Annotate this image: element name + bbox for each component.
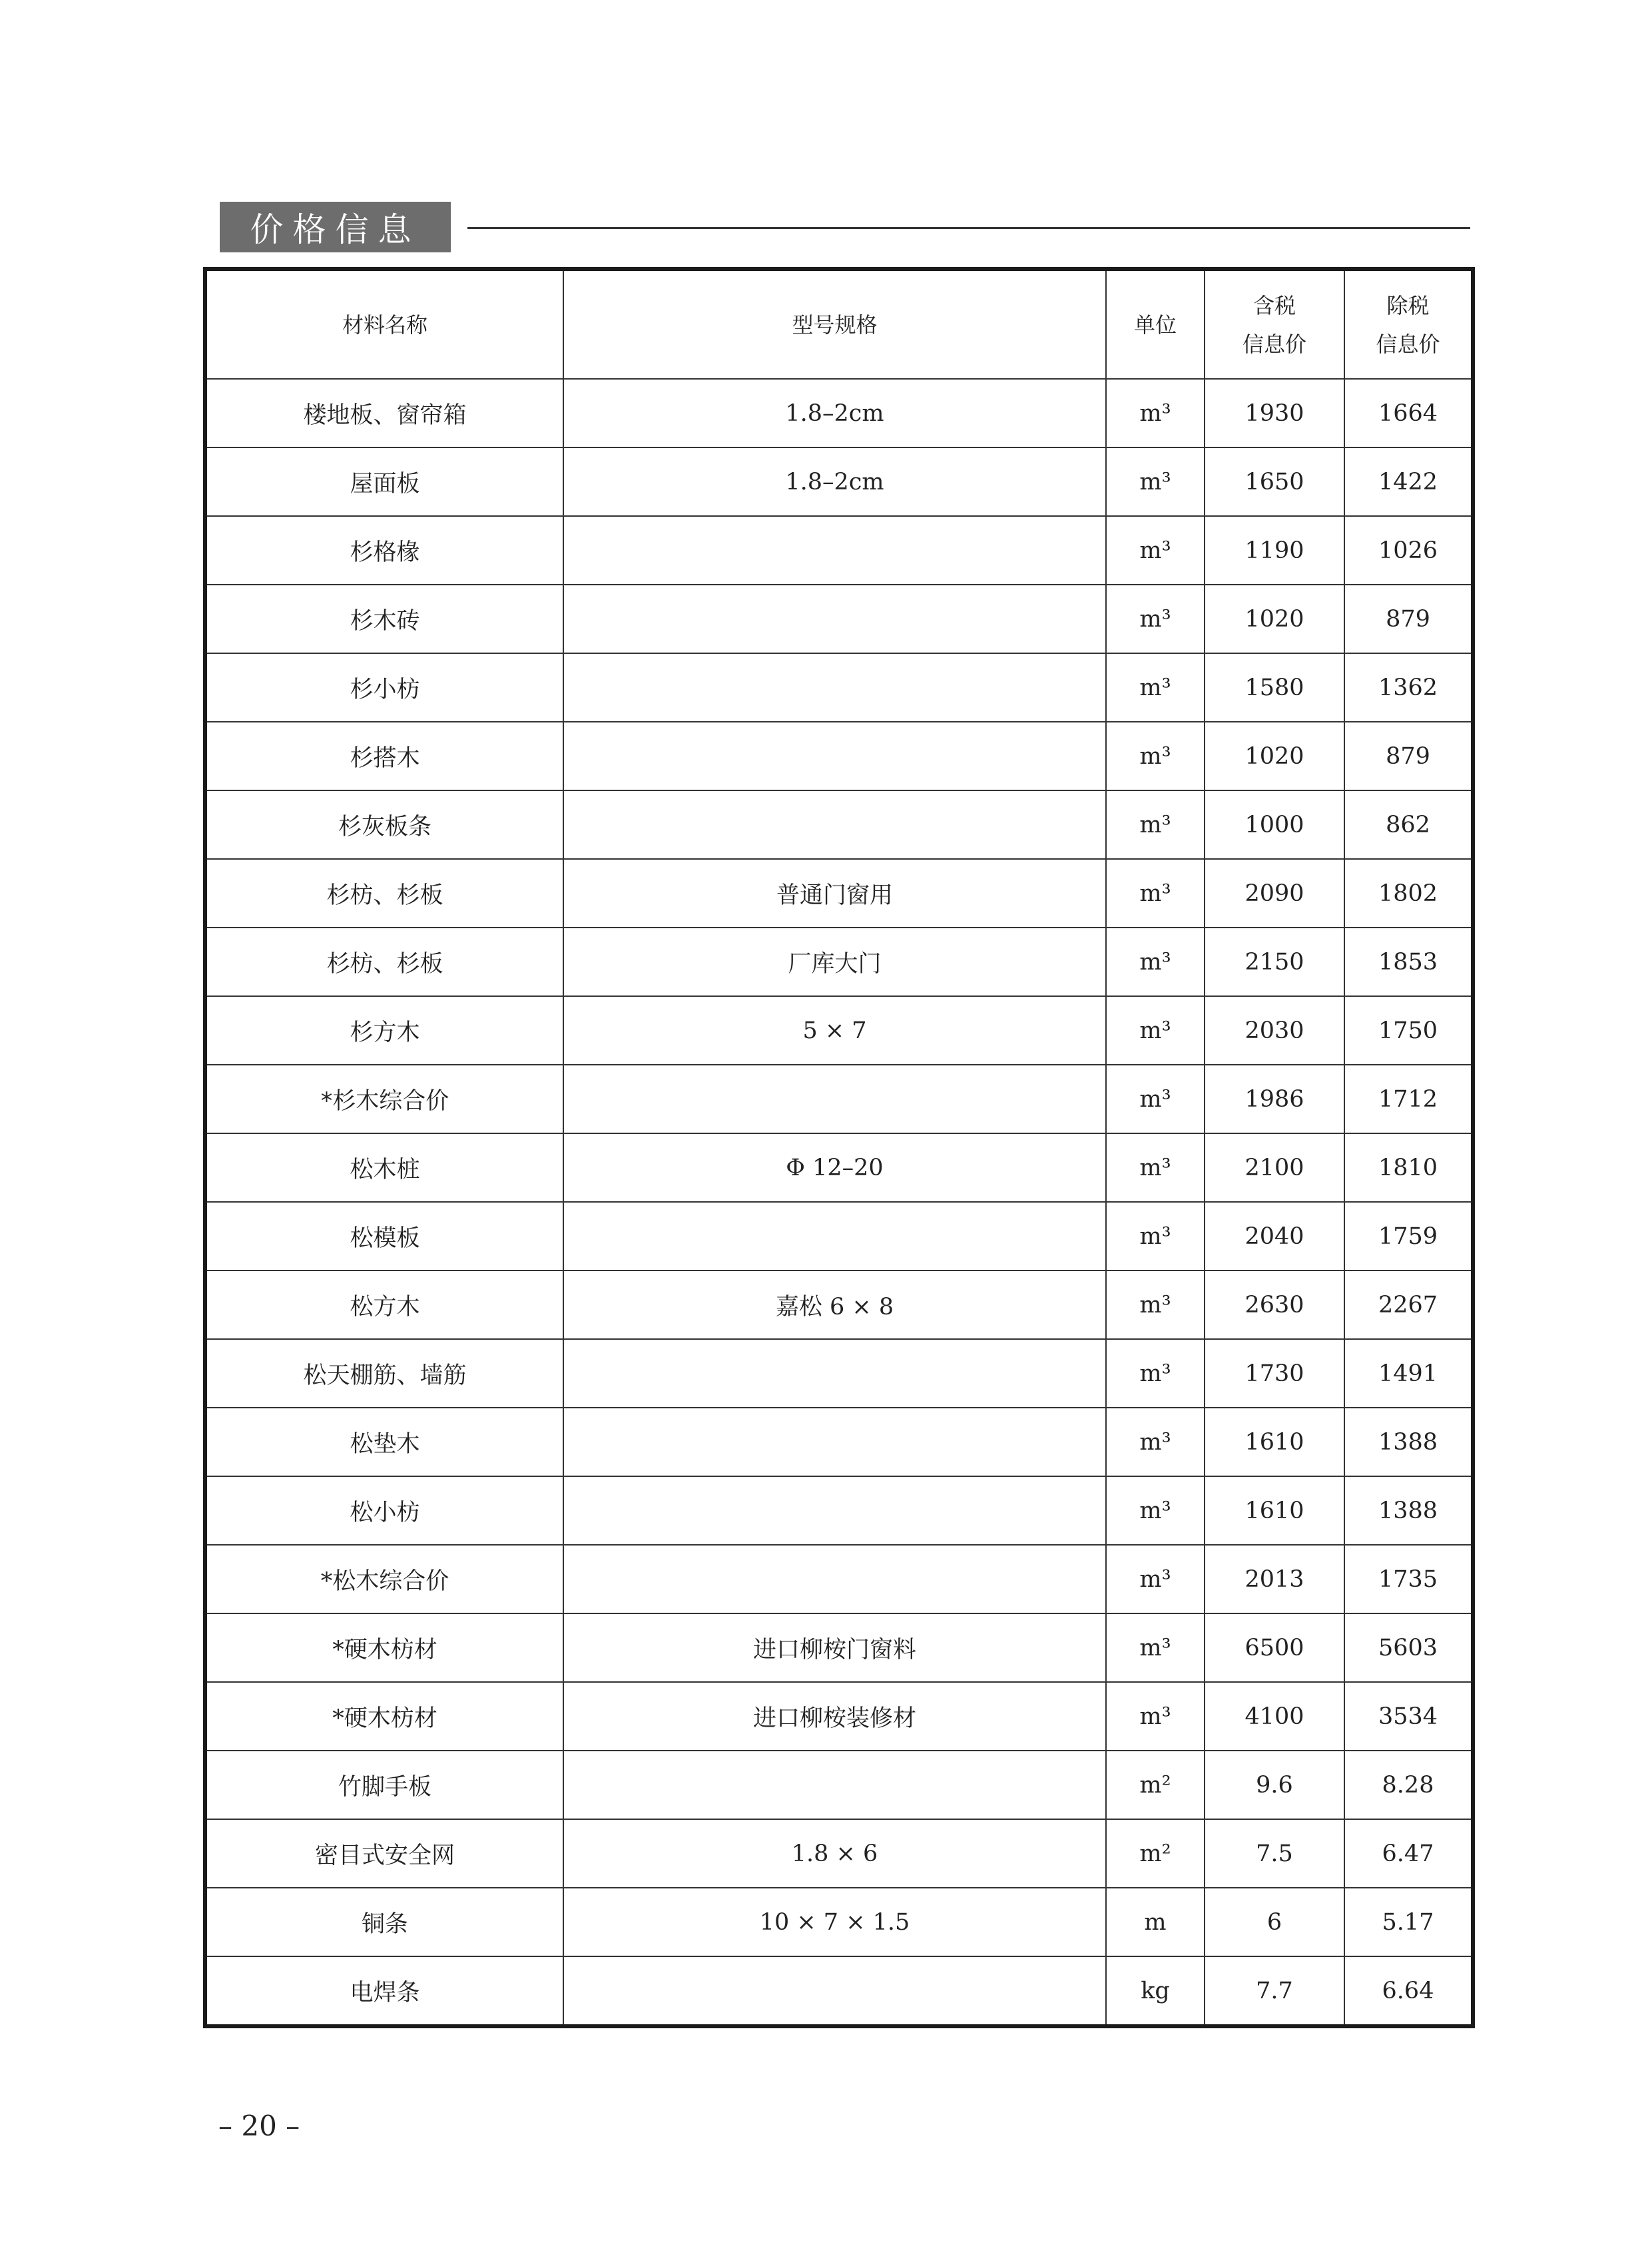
- table-row: [205, 1476, 1473, 1545]
- cell-tax-excluded-price: 8.28: [1344, 1751, 1473, 1819]
- cell-spec: [563, 1956, 1106, 2026]
- cell-tax-included-price: 1610: [1205, 1476, 1344, 1545]
- table-row: [205, 1682, 1473, 1751]
- price-table: [203, 267, 1475, 2028]
- cell-unit: m³: [1106, 722, 1205, 790]
- cell-spec: [563, 516, 1106, 585]
- cell-unit: m³: [1106, 996, 1205, 1065]
- cell-material-name: 杉枋、杉板: [205, 859, 563, 928]
- cell-material-name: 杉小枋: [205, 653, 563, 722]
- cell-tax-excluded-price: 1422: [1344, 447, 1473, 516]
- cell-tax-included-price: 1580: [1205, 653, 1344, 722]
- cell-material-name: 杉灰板条: [205, 790, 563, 859]
- cell-tax-excluded-price: 5603: [1344, 1613, 1473, 1682]
- cell-unit: m³: [1106, 379, 1205, 447]
- cell-tax-excluded-price: 1810: [1344, 1133, 1473, 1202]
- cell-tax-excluded-price: 5.17: [1344, 1888, 1473, 1956]
- cell-tax-included-price: 1986: [1205, 1065, 1344, 1133]
- cell-material-name: 杉枋、杉板: [205, 928, 563, 996]
- cell-material-name: 松天棚筋、墙筋: [205, 1339, 563, 1408]
- cell-spec: 进口柳桉门窗料: [563, 1613, 1106, 1682]
- cell-tax-excluded-price: 1853: [1344, 928, 1473, 996]
- cell-spec: [563, 1202, 1106, 1270]
- table-row: [205, 1408, 1473, 1476]
- cell-spec: 进口柳桉装修材: [563, 1682, 1106, 1751]
- cell-tax-excluded-price: 6.64: [1344, 1956, 1473, 2026]
- cell-spec: [563, 1545, 1106, 1613]
- table-row: [205, 928, 1473, 996]
- cell-tax-included-price: 2100: [1205, 1133, 1344, 1202]
- table-row: [205, 790, 1473, 859]
- header-tax-included-line2: 信息价: [1242, 331, 1306, 357]
- cell-material-name: 密目式安全网: [205, 1819, 563, 1888]
- cell-tax-included-price: 1930: [1205, 379, 1344, 447]
- cell-material-name: 松垫木: [205, 1408, 563, 1476]
- cell-spec: 厂库大门: [563, 928, 1106, 996]
- cell-spec: [563, 1065, 1106, 1133]
- cell-tax-included-price: 2030: [1205, 996, 1344, 1065]
- cell-material-name: 杉方木: [205, 996, 563, 1065]
- cell-tax-included-price: 2090: [1205, 859, 1344, 928]
- cell-tax-included-price: 4100: [1205, 1682, 1344, 1751]
- cell-tax-excluded-price: 1664: [1344, 379, 1473, 447]
- cell-unit: m³: [1106, 859, 1205, 928]
- cell-unit: m³: [1106, 1545, 1205, 1613]
- cell-tax-excluded-price: 3534: [1344, 1682, 1473, 1751]
- cell-unit: m³: [1106, 1408, 1205, 1476]
- cell-material-name: 竹脚手板: [205, 1751, 563, 1819]
- table-row: [205, 1065, 1473, 1133]
- cell-material-name: 松木桩: [205, 1133, 563, 1202]
- cell-material-name: 电焊条: [205, 1956, 563, 2026]
- cell-spec: 1.8 × 6: [563, 1819, 1106, 1888]
- cell-spec: [563, 653, 1106, 722]
- table-row: [205, 1133, 1473, 1202]
- cell-spec: [563, 1751, 1106, 1819]
- cell-tax-included-price: 1020: [1205, 722, 1344, 790]
- cell-tax-included-price: 1020: [1205, 585, 1344, 653]
- cell-spec: 普通门窗用: [563, 859, 1106, 928]
- cell-spec: [563, 722, 1106, 790]
- cell-tax-excluded-price: 1388: [1344, 1476, 1473, 1545]
- cell-tax-included-price: 2630: [1205, 1270, 1344, 1339]
- cell-tax-included-price: 2040: [1205, 1202, 1344, 1270]
- cell-tax-excluded-price: 1802: [1344, 859, 1473, 928]
- cell-tax-included-price: 1610: [1205, 1408, 1344, 1476]
- header-tax-included-line1: 含税: [1252, 292, 1296, 318]
- page-number: – 20 –: [218, 2110, 300, 2142]
- cell-tax-excluded-price: 6.47: [1344, 1819, 1473, 1888]
- cell-tax-excluded-price: 1735: [1344, 1545, 1473, 1613]
- cell-tax-included-price: 9.6: [1205, 1751, 1344, 1819]
- cell-unit: m³: [1106, 653, 1205, 722]
- cell-unit: m³: [1106, 1339, 1205, 1408]
- cell-tax-included-price: 2150: [1205, 928, 1344, 996]
- cell-tax-excluded-price: 879: [1344, 722, 1473, 790]
- cell-tax-included-price: 6500: [1205, 1613, 1344, 1682]
- cell-unit: m³: [1106, 1202, 1205, 1270]
- cell-spec: 5 × 7: [563, 996, 1106, 1065]
- cell-material-name: 楼地板、窗帘箱: [205, 379, 563, 447]
- cell-spec: 嘉松 6 × 8: [563, 1270, 1106, 1339]
- cell-spec: [563, 585, 1106, 653]
- table-row: [205, 1956, 1473, 2026]
- cell-unit: m³: [1106, 928, 1205, 996]
- cell-spec: [563, 1339, 1106, 1408]
- table-row: [205, 1202, 1473, 1270]
- table-row: [205, 859, 1473, 928]
- cell-tax-included-price: 1730: [1205, 1339, 1344, 1408]
- cell-material-name: 松方木: [205, 1270, 563, 1339]
- cell-material-name: *硬木枋材: [205, 1613, 563, 1682]
- table-row: [205, 996, 1473, 1065]
- cell-unit: m³: [1106, 790, 1205, 859]
- header-tax-excluded-line2: 信息价: [1376, 331, 1440, 357]
- cell-tax-excluded-price: 879: [1344, 585, 1473, 653]
- cell-unit: m²: [1106, 1819, 1205, 1888]
- cell-unit: m³: [1106, 585, 1205, 653]
- section-header: [220, 202, 1470, 252]
- cell-spec: 1.8–2cm: [563, 447, 1106, 516]
- cell-tax-included-price: 2013: [1205, 1545, 1344, 1613]
- header-tax-excluded-line1: 除税: [1386, 292, 1430, 318]
- table-row: [205, 447, 1473, 516]
- cell-spec: Φ 12–20: [563, 1133, 1106, 1202]
- cell-unit: m³: [1106, 447, 1205, 516]
- cell-tax-excluded-price: 1491: [1344, 1339, 1473, 1408]
- cell-tax-excluded-price: 1712: [1344, 1065, 1473, 1133]
- cell-tax-excluded-price: 1362: [1344, 653, 1473, 722]
- cell-tax-excluded-price: 1026: [1344, 516, 1473, 585]
- cell-tax-included-price: 6: [1205, 1888, 1344, 1956]
- cell-spec: [563, 1408, 1106, 1476]
- table-row: [205, 1270, 1473, 1339]
- cell-tax-included-price: 1650: [1205, 447, 1344, 516]
- cell-material-name: *硬木枋材: [205, 1682, 563, 1751]
- cell-tax-included-price: 1000: [1205, 790, 1344, 859]
- table-row: [205, 516, 1473, 585]
- cell-spec: [563, 1476, 1106, 1545]
- cell-unit: m³: [1106, 1270, 1205, 1339]
- table-row: [205, 1545, 1473, 1613]
- cell-unit: m²: [1106, 1751, 1205, 1819]
- cell-tax-excluded-price: 1388: [1344, 1408, 1473, 1476]
- header-material-name: 材料名称: [205, 269, 563, 379]
- cell-tax-included-price: 1190: [1205, 516, 1344, 585]
- cell-material-name: 杉格椽: [205, 516, 563, 585]
- cell-material-name: 屋面板: [205, 447, 563, 516]
- cell-material-name: 松小枋: [205, 1476, 563, 1545]
- cell-tax-excluded-price: 1759: [1344, 1202, 1473, 1270]
- cell-tax-excluded-price: 862: [1344, 790, 1473, 859]
- section-divider: [467, 227, 1470, 229]
- cell-tax-excluded-price: 2267: [1344, 1270, 1473, 1339]
- cell-unit: kg: [1106, 1956, 1205, 2026]
- section-title: 价格信息: [220, 202, 451, 252]
- table-body: [205, 379, 1473, 2026]
- table-row: [205, 1819, 1473, 1888]
- cell-unit: m³: [1106, 516, 1205, 585]
- table-row: [205, 585, 1473, 653]
- cell-unit: m³: [1106, 1065, 1205, 1133]
- header-tax-excluded-price: [1344, 269, 1473, 379]
- cell-spec: [563, 790, 1106, 859]
- cell-unit: m³: [1106, 1682, 1205, 1751]
- cell-material-name: *松木综合价: [205, 1545, 563, 1613]
- cell-material-name: 杉木砖: [205, 585, 563, 653]
- table-row: [205, 1888, 1473, 1956]
- table-row: [205, 1339, 1473, 1408]
- cell-material-name: 杉搭木: [205, 722, 563, 790]
- cell-material-name: *杉木综合价: [205, 1065, 563, 1133]
- cell-unit: m³: [1106, 1613, 1205, 1682]
- header-unit: 单位: [1106, 269, 1205, 379]
- table-row: [205, 1613, 1473, 1682]
- cell-unit: m³: [1106, 1476, 1205, 1545]
- table-row: [205, 379, 1473, 447]
- cell-tax-included-price: 7.7: [1205, 1956, 1344, 2026]
- cell-material-name: 松模板: [205, 1202, 563, 1270]
- table-row: [205, 653, 1473, 722]
- header-spec: 型号规格: [563, 269, 1106, 379]
- cell-tax-included-price: 7.5: [1205, 1819, 1344, 1888]
- cell-spec: 10 × 7 × 1.5: [563, 1888, 1106, 1956]
- cell-unit: m: [1106, 1888, 1205, 1956]
- header-tax-included-price: [1205, 269, 1344, 379]
- cell-unit: m³: [1106, 1133, 1205, 1202]
- cell-tax-excluded-price: 1750: [1344, 996, 1473, 1065]
- table-row: [205, 722, 1473, 790]
- table-row: [205, 1751, 1473, 1819]
- table-header-row: [205, 269, 1473, 379]
- cell-spec: 1.8–2cm: [563, 379, 1106, 447]
- cell-material-name: 铜条: [205, 1888, 563, 1956]
